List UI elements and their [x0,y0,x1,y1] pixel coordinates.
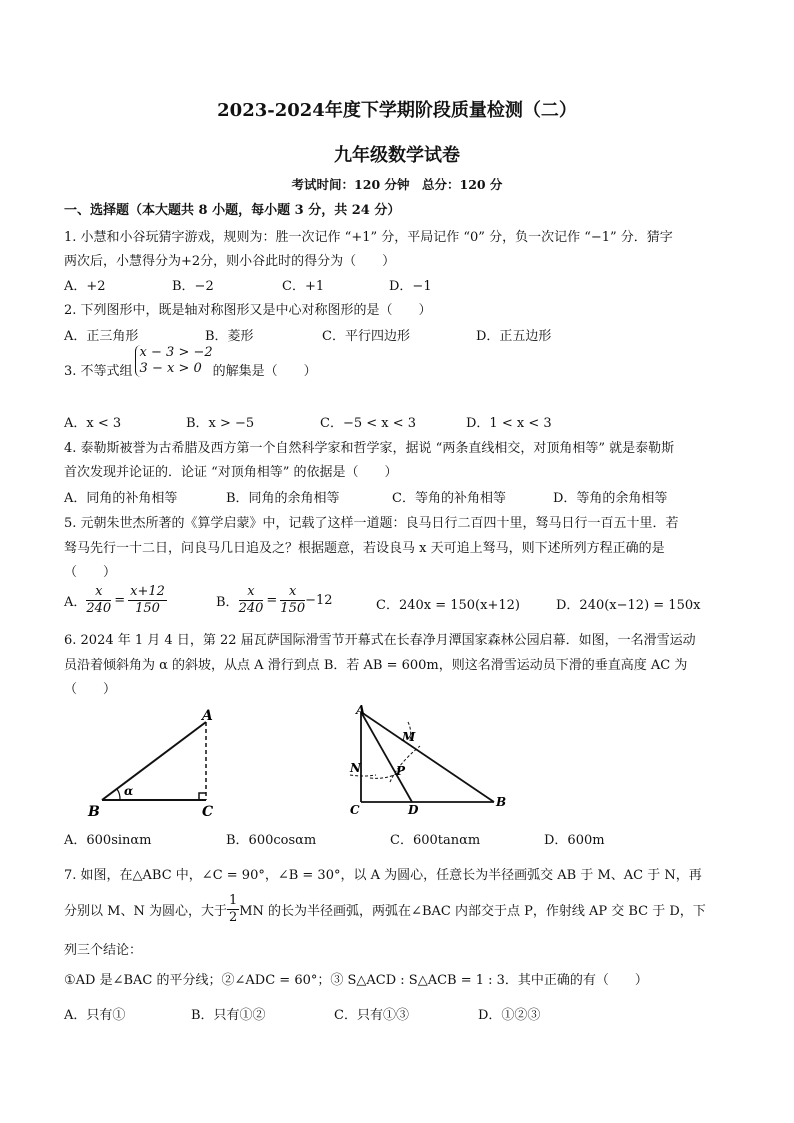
label-b: B [88,804,100,820]
q3-suffix: 的解集是（ ） [212,364,317,379]
q3-option-d: D．1 < x < 3 [466,416,552,431]
q2-option-a: A．正三角形 [64,329,139,344]
q3-option-c: C．−5 < x < 3 [320,416,417,431]
hypotenuse-ab [102,722,206,800]
q5-line2: 驽马先行一十二日，问良马几日追及之？根据题意，若设良马 x 天可追上驽马，则下述所列方程正确的是 [64,541,665,556]
q5-option-a-label: A． [64,595,87,610]
label-p: P [396,764,406,778]
label-n: N [350,761,361,775]
q5-option-c: C．240x = 150(x+12) [376,598,520,613]
q7-option-a: A．只有① [64,1008,126,1023]
label-c: C [350,803,360,817]
arc-n [350,775,376,776]
q2-option-c: C．平行四边形 [322,329,410,344]
q5-option-b-label: B． [216,595,239,610]
q2-option-b: B．菱形 [205,329,254,344]
q3-prefix: 3. 不等式组 [64,364,133,379]
label-a: A [356,703,366,717]
q1-option-b: B．−2 [172,279,214,294]
q4-option-c: C．等角的补角相等 [392,491,506,506]
q5-a-frac1: $\frac{x}{240}$ [86,584,112,616]
q5-b-frac1: $\frac{x}{240}$ [238,584,264,616]
label-d: D [408,803,419,817]
q7-line2a: 分别以 M、N 为圆心，大于 [64,904,227,919]
q5-option-a: A． $\frac{x}{240}$ = $\frac{x+12}{150}$ [64,584,165,616]
q7-line4: ①AD 是∠BAC 的平分线；②∠ADC = 60°；③ S△ACD : S△ACB = 1 : 3．其中正确的有（ ） [64,973,648,988]
q5-option-d: D．240(x−12) = 150x [556,598,701,613]
exam-title: 2023-2024年度下学期阶段质量检测（二） [217,100,577,121]
q6-option-a: A．600sinαm [64,833,152,848]
q6-line3: （ ） [64,682,117,697]
side-ab [361,712,494,802]
q7-option-d: D．①②③ [478,1008,541,1023]
q3-stem [64,344,317,379]
q2-stem: 2. 下列图形中，既是轴对称图形又是中心对称图形的是（ ） [64,303,432,318]
q3-ineq1: x − 3 > −2 [139,344,213,360]
q5-option-b: B． $\frac{x}{240}$ = $\frac{x}{150}$ −12 [216,584,333,616]
q6-option-d: D．600m [544,833,605,848]
q5-a-frac2: $\frac{x+12}{150}$ [130,584,165,616]
q7-option-b: B．只有①② [191,1008,266,1023]
slope-triangle-figure [84,706,224,822]
angle-arc [117,789,120,800]
q7-line2b: MN 的长为半径画弧，两弧在∠BAC 内部交于点 P，作射线 AP 交 BC 于 D，下 [239,904,706,919]
q3-option-a: A．x < 3 [64,416,122,431]
q5-b-tail: −12 [305,593,333,608]
q4-line2: 首次发现并论证的．论证 “对顶角相等” 的依据是（ ） [64,465,398,480]
exam-subtitle: 九年级数学试卷 [334,145,460,166]
q6-option-b: B．600cosαm [226,833,317,848]
q4-option-d: D．等角的余角相等 [553,491,668,506]
label-alpha: α [124,784,134,798]
q5-b-frac2: $\frac{x}{150}$ [280,584,306,616]
q1-line2: 两次后，小慧得分为+2分，则小谷此时的得分为（ ） [64,254,396,269]
q3-inequality-system [135,345,213,377]
label-a: A [202,708,213,724]
q5-line3: （ ） [64,565,117,580]
q5-line1: 5. 元朝朱世杰所著的《算学启蒙》中，记载了这样一道题：良马日行二百四十里，驽马日行一百五十里．若 [64,516,679,531]
q7-half-frac: $\frac{1}{2}$ [228,893,238,925]
q1-option-d: D．−1 [389,279,432,294]
ray-ap [361,712,412,802]
bisector-construction-figure [340,700,520,820]
label-b: B [496,795,507,809]
q7-line2 [64,893,706,926]
exam-info: 考试时间：120 分钟 总分：120 分 [291,177,503,192]
q4-option-b: B．同角的余角相等 [226,491,340,506]
q6-line1: 6. 2024 年 1 月 4 日，第 22 届瓦萨国际滑雪节开幕式在长春净月潭国家森林公园启幕．如图，一名滑雪运动 [64,633,696,648]
q1-option-a: A．+2 [64,279,106,294]
label-c: C [202,804,214,820]
q1-line1: 1. 小慧和小谷玩猜字游戏，规则为：胜一次记作 “+1” 分，平局记作 “0” 分，负一次记作 “−1” 分．猜字 [64,230,673,245]
q7-option-c: C．只有①③ [334,1008,409,1023]
q3-option-b: B．x > −5 [186,416,255,431]
q4-option-a: A．同角的补角相等 [64,491,178,506]
q6-option-c: C．600tanαm [390,833,481,848]
right-angle-mark [199,793,206,800]
q7-line3: 列三个结论： [64,943,143,958]
q1-option-c: C．+1 [282,279,325,294]
q6-line2: 员沿着倾斜角为 α 的斜坡，从点 A 滑行到点 B．若 AB = 600m，则这名滑雪运动员下滑的垂直高度 AC 为 [64,658,688,673]
q3-ineq2: 3 − x > 0 [139,360,202,376]
section-heading: 一、选择题（本大题共 8 小题，每小题 3 分，共 24 分） [64,203,401,218]
q4-line1: 4. 泰勒斯被誉为古希腊及西方第一个自然科学家和哲学家，据说 “两条直线相交，对顶角相等” 就是泰勒斯 [64,441,675,456]
label-m: M [402,730,416,744]
q7-line1: 7. 如图，在△ABC 中，∠C = 90°，∠B = 30°，以 A 为圆心，任意长为半径画弧交 AB 于 M、AC 于 N，再 [64,868,702,883]
q2-option-d: D．正五边形 [476,329,552,344]
